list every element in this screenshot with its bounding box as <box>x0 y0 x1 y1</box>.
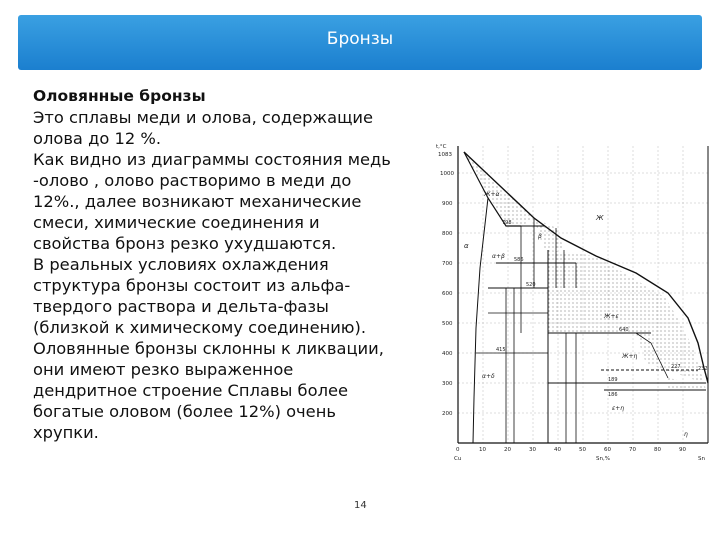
label-beta: β <box>538 233 542 240</box>
text-content <box>33 86 433 443</box>
temp-label: 415 <box>496 347 506 353</box>
y-tick: 800 <box>442 231 453 237</box>
paragraph-definition <box>33 107 433 149</box>
text-line: Это сплавы меди и олова, содержащие <box>33 108 374 127</box>
text-line: Оловянные бронзы склонны к ликвации, <box>33 339 384 358</box>
temp-label: 798 <box>502 220 512 226</box>
y-tick-labels <box>436 144 454 417</box>
x-tick: 20 <box>504 447 511 453</box>
temp-label: 586 <box>514 257 524 263</box>
title-banner <box>18 15 702 70</box>
x-tick: 60 <box>604 447 611 453</box>
x-tick: 70 <box>629 447 636 453</box>
text-line: -олово , олово растворимо в меди до <box>33 171 352 190</box>
x-tick: 90 <box>679 447 686 453</box>
section-heading: Оловянные бронзы <box>33 87 206 105</box>
alpha-solvus <box>473 198 488 443</box>
paragraph-structure <box>33 254 433 338</box>
x-tick: 40 <box>554 447 561 453</box>
x-tick: 10 <box>479 447 486 453</box>
label-alpha-liquid: Ж+α <box>484 191 500 198</box>
y-axis-label: t,°C <box>436 144 447 150</box>
text-line: твердого раствора и дельта-фазы <box>33 297 329 316</box>
text-line: олова до 12 %. <box>33 129 162 148</box>
text-line: богатые оловом (более 12%) очень <box>33 402 336 421</box>
text-line: дендритное строение Сплавы более <box>33 381 349 400</box>
y-tick: 600 <box>442 291 453 297</box>
temp-label: 189 <box>608 377 618 383</box>
y-tick: 1000 <box>440 171 454 177</box>
right-element-label: Sn <box>698 456 705 462</box>
label-eta: η <box>684 431 688 438</box>
temp-label: 186 <box>608 392 618 398</box>
temp-label: 227 <box>671 364 681 370</box>
y-tick: 200 <box>442 411 453 417</box>
x-tick-labels <box>454 447 705 462</box>
label-alpha-delta: α+δ <box>482 373 495 380</box>
label-alpha-beta: α+β <box>492 253 505 260</box>
text-line: структура бронзы состоит из альфа- <box>33 276 351 295</box>
y-tick: 300 <box>442 381 453 387</box>
text-line: хрупки. <box>33 423 99 442</box>
paragraph-diagram <box>33 149 433 254</box>
temp-label: 520 <box>526 282 536 288</box>
x-axis-label: Sn,% <box>596 456 610 462</box>
label-liquid-eta: Ж+η <box>622 353 638 360</box>
label-alpha: α <box>464 242 469 250</box>
text-line: 12%., далее возникают механические <box>33 192 362 211</box>
x-tick: 0 <box>456 447 460 453</box>
text-line: Как видно из диаграммы состояния медь <box>33 150 391 169</box>
x-tick: 30 <box>529 447 536 453</box>
paragraph-liquation <box>33 338 433 443</box>
tin-melting-point: 232 <box>698 366 708 372</box>
x-tick: 50 <box>579 447 586 453</box>
y-tick: 900 <box>442 201 453 207</box>
region-liquid-epsilon <box>548 250 704 383</box>
label-eps-eta: ε+η <box>612 405 625 412</box>
text-line: они имеют резко выраженное <box>33 360 294 379</box>
left-element-label: Cu <box>454 456 462 462</box>
temp-label: 640 <box>619 327 629 333</box>
y-tick: 400 <box>442 351 453 357</box>
page-number: 14 <box>354 500 367 511</box>
label-liquid: Ж <box>596 214 604 222</box>
text-line: смеси, химические соединения и <box>33 213 320 232</box>
x-tick: 80 <box>654 447 661 453</box>
y-tick: 1083 <box>438 152 452 158</box>
label-liquid-epsilon: Ж+ε <box>604 313 619 320</box>
text-line: (близкой к химическому соединению). <box>33 318 367 337</box>
slide-title: Бронзы <box>326 29 394 49</box>
cu-sn-phase-diagram <box>436 138 716 468</box>
text-line: В реальных условиях охлаждения <box>33 255 329 274</box>
y-tick: 700 <box>442 261 453 267</box>
text-line: свойства бронз резко ухудшаются. <box>33 234 337 253</box>
y-tick: 500 <box>442 321 453 327</box>
